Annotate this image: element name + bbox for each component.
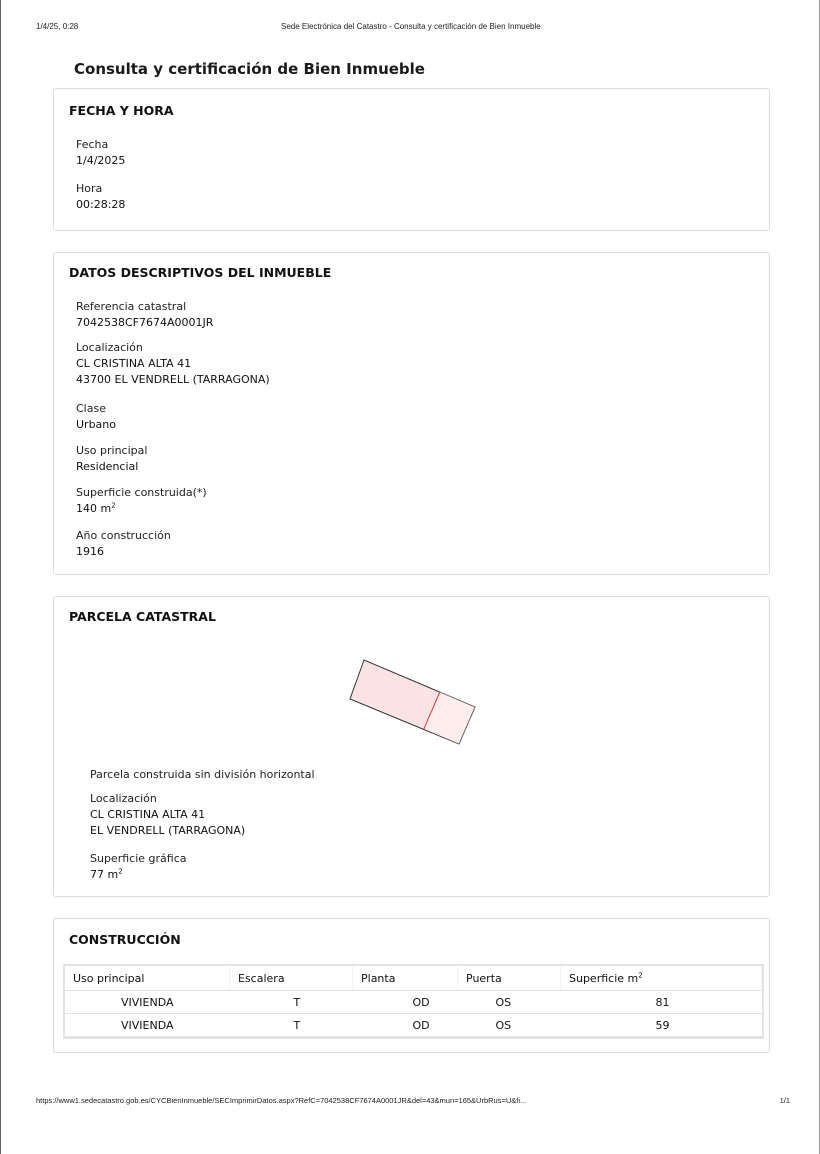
parcela-superficie-field	[90, 851, 187, 883]
cell-escalera: T	[230, 1014, 353, 1037]
superficie-value: 140 m	[76, 502, 112, 515]
localizacion-line1: CL CRISTINA ALTA 41	[76, 357, 192, 370]
superficie-unit-exponent: 2	[111, 501, 116, 510]
parcela-superficie-label: Superficie gráfica	[90, 852, 187, 865]
cell-escalera: T	[230, 991, 353, 1014]
clase-value: Urbano	[76, 418, 116, 431]
col-header-planta: Planta	[353, 966, 458, 991]
parcela-localizacion-line1: CL CRISTINA ALTA 41	[90, 808, 206, 821]
table-row	[65, 1014, 762, 1037]
cell-superficie: 81	[561, 991, 762, 1014]
localizacion-field	[76, 340, 270, 388]
table-header-row	[65, 966, 762, 991]
construccion-table	[65, 966, 762, 1037]
localizacion-line2: 43700 EL VENDRELL (TARRAGONA)	[76, 373, 270, 386]
table-row	[65, 991, 762, 1014]
hora-field	[76, 181, 125, 213]
construccion-heading: CONSTRUCCIÓN	[69, 932, 181, 947]
anio-value: 1916	[76, 545, 104, 558]
clase-field	[76, 401, 116, 433]
uso-field	[76, 443, 147, 475]
parcela-description-text: Parcela construida sin división horizontal	[90, 768, 315, 781]
cell-uso: VIVIENDA	[65, 991, 230, 1014]
datos-descriptivos-panel	[53, 252, 770, 575]
fecha-label: Fecha	[76, 138, 109, 151]
cell-superficie: 59	[561, 1014, 762, 1037]
page-frame-left	[0, 0, 1, 1154]
print-page-count: 1/1	[779, 1096, 790, 1105]
parcela-localizacion-line2: EL VENDRELL (TARRAGONA)	[90, 824, 246, 837]
referencia-label: Referencia catastral	[76, 300, 187, 313]
uso-label: Uso principal	[76, 444, 148, 457]
print-date: 1/4/25, 0:28	[36, 22, 79, 31]
fecha-hora-panel	[53, 88, 770, 231]
fecha-hora-heading: FECHA Y HORA	[69, 103, 174, 118]
cell-planta: OD	[353, 991, 458, 1014]
col-header-superficie-exponent: 2	[638, 970, 643, 979]
anio-label: Año construcción	[76, 529, 171, 542]
superficie-field	[76, 485, 207, 517]
cell-uso: VIVIENDA	[65, 1014, 230, 1037]
parcel-map	[344, 652, 494, 752]
parcela-catastral-panel	[53, 596, 770, 897]
hora-label: Hora	[76, 182, 103, 195]
parcela-heading: PARCELA CATASTRAL	[69, 609, 216, 624]
page-title: Consulta y certificación de Bien Inmueble	[74, 60, 425, 78]
fecha-value: 1/4/2025	[76, 154, 126, 167]
parcela-description	[90, 767, 315, 783]
cell-planta: OD	[353, 1014, 458, 1037]
parcela-localizacion-label: Localización	[90, 792, 157, 805]
parcela-localizacion-field	[90, 791, 245, 839]
parcela-superficie-unit-exponent: 2	[118, 867, 123, 876]
construccion-panel	[53, 918, 770, 1053]
datos-heading: DATOS DESCRIPTIVOS DEL INMUEBLE	[69, 265, 332, 280]
print-title: Sede Electrónica del Catastro - Consulta y certificación de Bien Inmueble	[281, 22, 541, 31]
referencia-value: 7042538CF7674A0001JR	[76, 316, 214, 329]
construccion-table-wrapper	[63, 964, 764, 1039]
hora-value: 00:28:28	[76, 198, 126, 211]
anio-field	[76, 528, 171, 560]
cell-puerta: OS	[458, 1014, 561, 1037]
col-header-superficie-text: Superficie m	[569, 971, 639, 985]
parcela-superficie-value: 77 m	[90, 868, 119, 881]
superficie-label: Superficie construida(*)	[76, 486, 207, 499]
col-header-puerta: Puerta	[458, 966, 561, 991]
col-header-superficie	[561, 966, 762, 991]
fecha-field	[76, 137, 125, 169]
uso-value: Residencial	[76, 460, 139, 473]
col-header-uso: Uso principal	[65, 966, 230, 991]
clase-label: Clase	[76, 402, 106, 415]
localizacion-label: Localización	[76, 341, 143, 354]
col-header-escalera: Escalera	[230, 966, 353, 991]
referencia-field	[76, 299, 213, 331]
cell-puerta: OS	[458, 991, 561, 1014]
print-url: https://www1.sedecatastro.gob.es/CYCBienInmueble/SECImprimirDatos.aspx?RefC=7042538CF7674A0001JR&del=43&mun=165&UrbRus=U&fi...	[36, 1096, 527, 1105]
print-header	[36, 22, 784, 36]
